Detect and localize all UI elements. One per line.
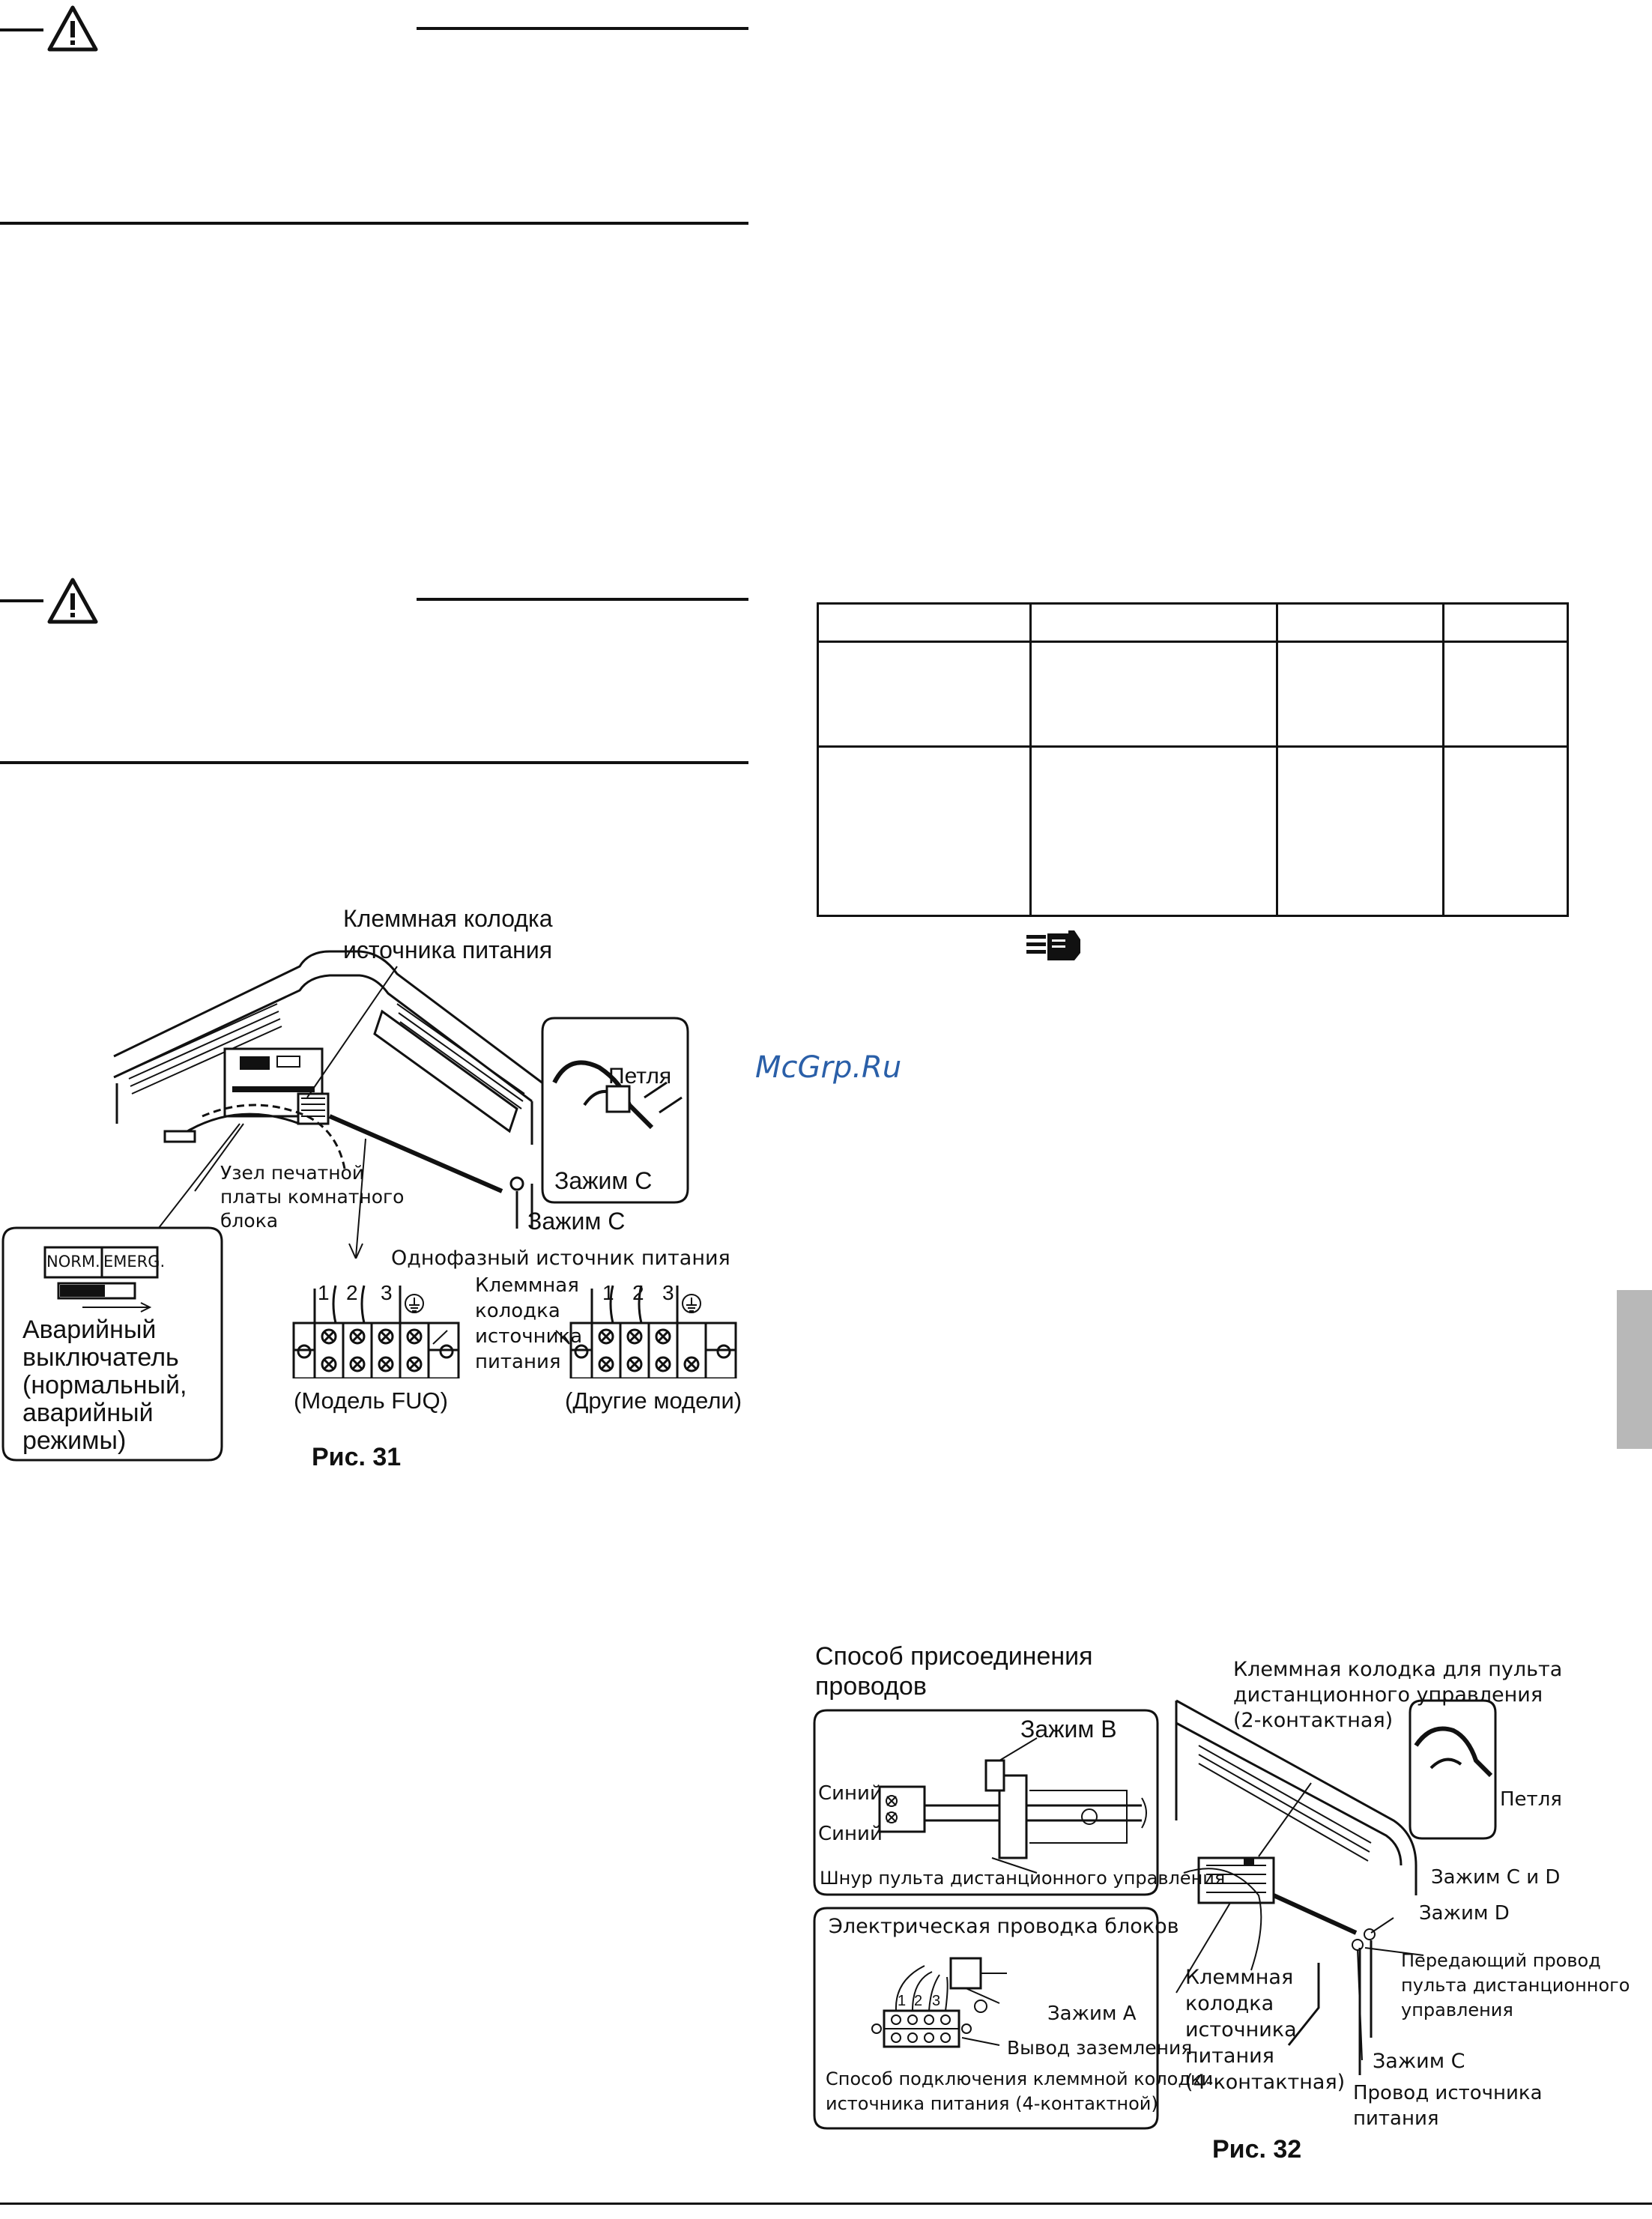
pointing-hand-icon (1025, 929, 1083, 962)
method-title: Способ присоединения (815, 1642, 1093, 1671)
blue-wire-label: Синий (818, 1823, 883, 1845)
pcb-label: Узел печатной (220, 1162, 365, 1184)
table-row-divider (819, 745, 1567, 748)
power-terminal-label: Клеммная (1185, 1966, 1294, 1989)
clamp-c-label: Зажим C (527, 1208, 626, 1235)
terminal-block-other (556, 1286, 736, 1378)
pcb-label: платы комнатного (220, 1186, 405, 1208)
ground-lead-label: Вывод заземления (1007, 2037, 1193, 2059)
terminal-num-2: 2 (346, 1281, 358, 1304)
terminal-num-2: 2 (914, 1993, 923, 2009)
figure-caption: Рис. 32 (1212, 2135, 1302, 2164)
side-tab-marker (1617, 1290, 1652, 1449)
model-fuq-label: (Модель FUQ) (294, 1387, 448, 1414)
terminal-block-mid-label: питания (475, 1351, 561, 1373)
clamp-d-label: Зажим D (1419, 1902, 1510, 1925)
clamp-cd-label: Зажим C и D (1431, 1866, 1561, 1889)
connection-method-label: Способ подключения клеммной колодки (826, 2068, 1214, 2089)
electrical-wiring-label: Электрическая проводка блоков (829, 1915, 1179, 1938)
remote-block-label: дистанционного управления (1233, 1683, 1543, 1707)
terminal-num-3: 3 (381, 1281, 393, 1304)
transmit-wire-label: управления (1401, 1999, 1513, 2020)
terminal-num-1: 1 (602, 1281, 614, 1304)
blue-wire-label: Синий (818, 1782, 883, 1805)
emergency-switch-label: аварийный (22, 1399, 154, 1427)
power-wire-label: Провод источника (1353, 2082, 1543, 2104)
connection-method-label: источника питания (4-контактной) (826, 2093, 1158, 2114)
clamp-c-inset-label: Зажим C (554, 1167, 653, 1194)
power-terminal-label: колодка (1185, 1992, 1274, 2015)
remote-block-label: Клеммная колодка для пульта (1233, 1658, 1563, 1681)
method-title: проводов (815, 1672, 927, 1701)
pcb-label: блока (220, 1210, 279, 1232)
rule (417, 598, 748, 601)
rule (417, 27, 748, 30)
rule (0, 599, 43, 602)
switch-emerg-label: EMERG. (103, 1253, 166, 1271)
watermark: McGrp.Ru (755, 1050, 902, 1085)
data-table (817, 602, 1569, 917)
loop-label: Петля (1500, 1788, 1562, 1811)
transmit-wire-label: пульта дистанционного (1401, 1975, 1630, 1996)
terminal-block-label: источника питания (343, 936, 553, 963)
clamp-b-label: Зажим B (1020, 1716, 1117, 1743)
section-divider (0, 761, 748, 764)
other-models-label: (Другие модели) (565, 1387, 742, 1414)
table-col-divider (1276, 605, 1278, 915)
power-terminal-label: (4-контактная) (1185, 2071, 1346, 2094)
table-row-divider (819, 641, 1567, 643)
warning-icon (46, 577, 99, 625)
remote-cord-label: Шнур пульта дистанционного управления (820, 1868, 1226, 1889)
terminal-num-3: 3 (662, 1281, 674, 1304)
rule (0, 28, 43, 31)
terminal-num-2: 2 (632, 1281, 644, 1304)
emergency-switch-label: (нормальный, (22, 1371, 187, 1399)
power-wire-label: питания (1353, 2107, 1439, 2130)
power-terminal-label: питания (1185, 2044, 1274, 2068)
terminal-block-label: Клеммная колодка (343, 905, 553, 932)
transmit-wire-label: Передающий провод (1401, 1950, 1601, 1971)
emergency-switch-label: выключатель (22, 1343, 179, 1372)
emergency-switch-label: режимы) (22, 1426, 127, 1455)
clamp-c-label: Зажим C (1373, 2050, 1465, 2073)
table-col-divider (1029, 605, 1032, 915)
page-bottom-rule (0, 2203, 1652, 2205)
terminal-num-3: 3 (932, 1993, 941, 2009)
power-terminal-label: источника (1185, 2018, 1297, 2041)
table-col-divider (1442, 605, 1444, 915)
figure-caption: Рис. 31 (312, 1443, 402, 1471)
switch-norm-label: NORM. (46, 1253, 100, 1271)
loop-label: Петля (608, 1064, 672, 1089)
single-phase-label: Однофазный источник питания (391, 1247, 730, 1270)
terminal-num-1: 1 (898, 1993, 907, 2009)
emergency-switch-label: Аварийный (22, 1316, 157, 1344)
terminal-block-mid-label: источника (475, 1325, 583, 1348)
terminal-num-1: 1 (318, 1281, 330, 1304)
warning-icon (46, 4, 99, 52)
terminal-block-mid-label: колодка (475, 1300, 560, 1322)
clamp-a-label: Зажим A (1047, 2002, 1137, 2025)
section-divider (0, 222, 748, 225)
remote-block-label: (2-контактная) (1233, 1709, 1394, 1732)
terminal-block-mid-label: Клеммная (475, 1274, 579, 1297)
